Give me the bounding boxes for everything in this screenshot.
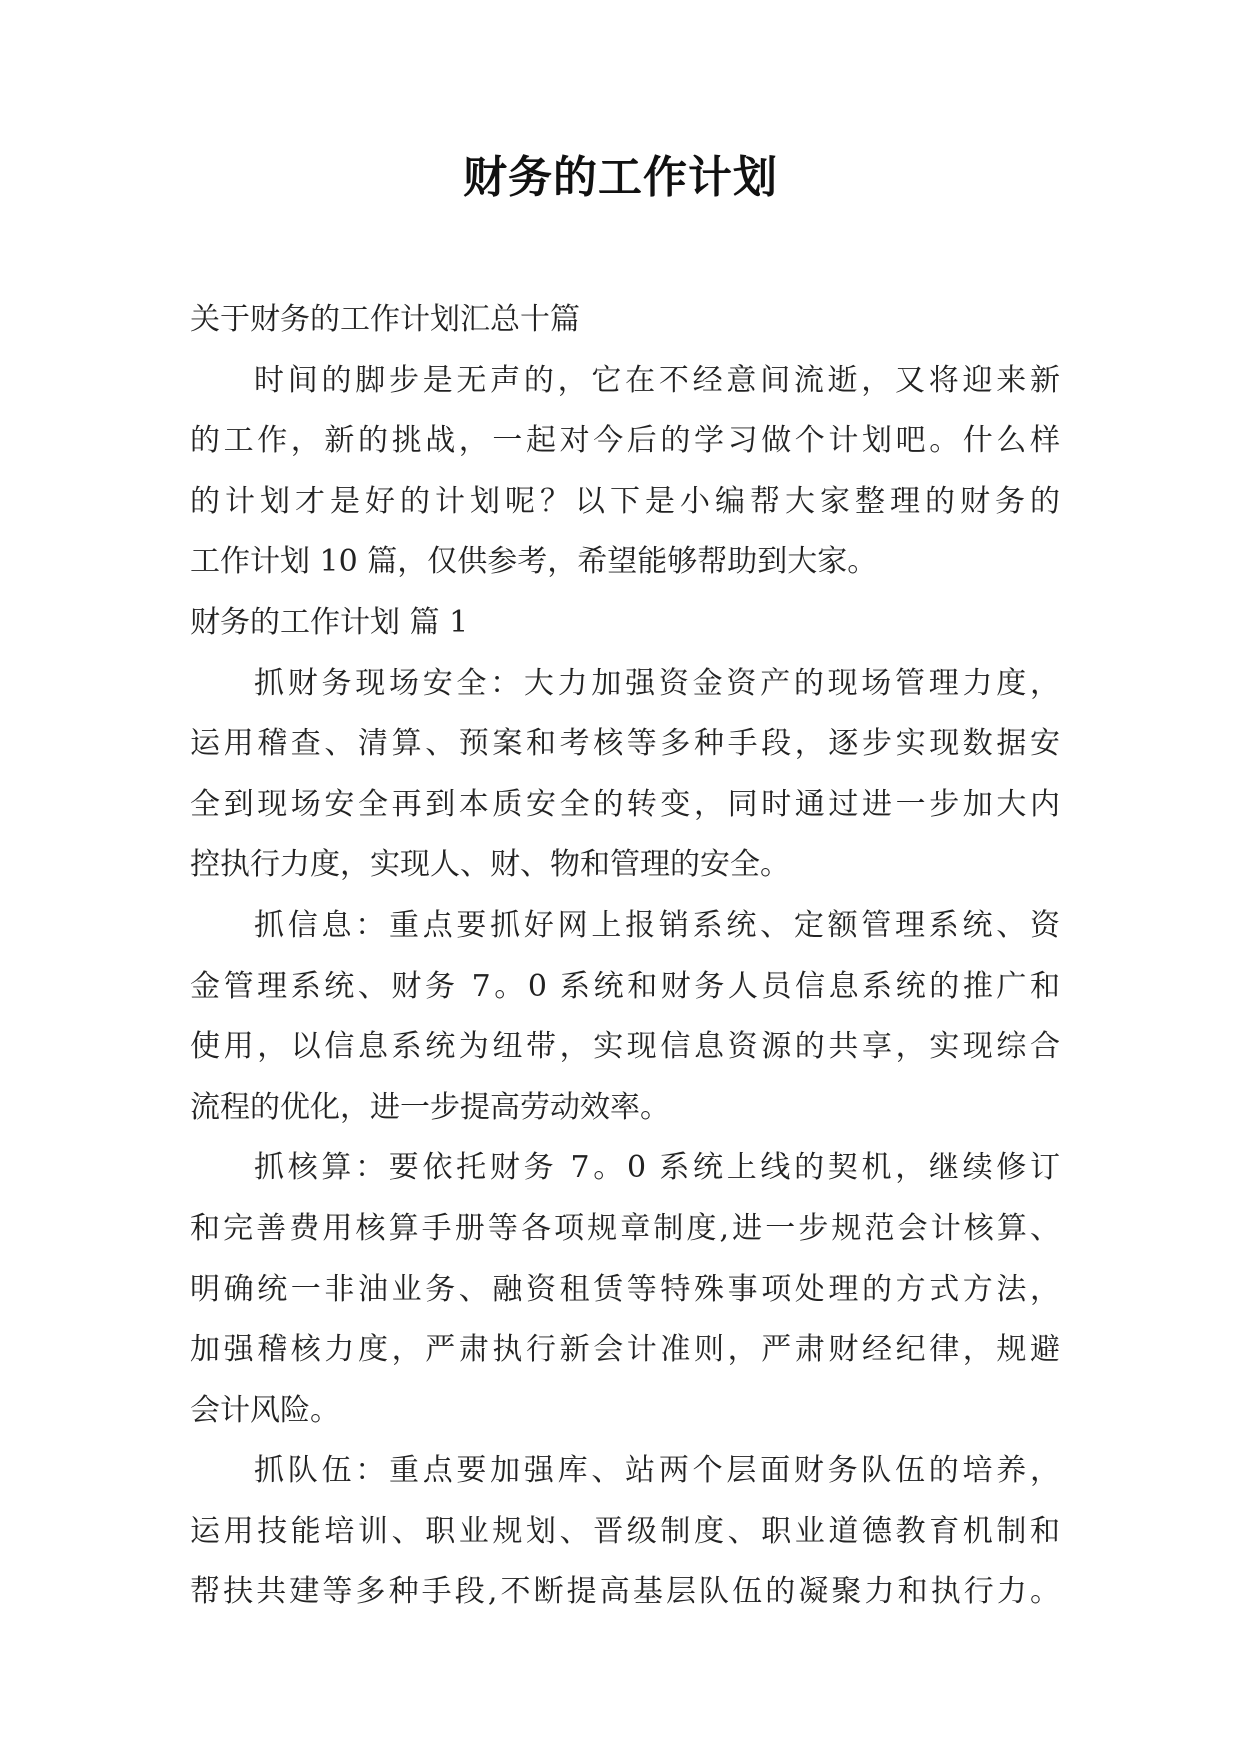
text-line: 帮扶共建等多种手段,不断提高基层队伍的凝聚力和执行力。 xyxy=(190,1574,1060,1610)
text-line: 全到现场安全再到本质安全的转变，同时通过进一步加大内 xyxy=(190,786,1060,822)
text-line: 工作计划 10 篇，仅供参考，希望能够帮助到大家。 xyxy=(190,544,878,580)
text-line: 的计划才是好的计划呢？以下是小编帮大家整理的财务的 xyxy=(190,483,1060,519)
text-line: 关于财务的工作计划汇总十篇 xyxy=(190,302,580,337)
text-line: 时间的脚步是无声的，它在不经意间流逝，又将迎来新 xyxy=(254,362,1060,398)
text-line: 抓队伍：重点要加强库、站两个层面财务队伍的培养， xyxy=(254,1453,1060,1489)
text-line: 财务的工作计划 篇 1 xyxy=(190,604,469,640)
text-line: 抓信息：重点要抓好网上报销系统、定额管理系统、资 xyxy=(254,907,1060,943)
document-body xyxy=(190,290,1060,1623)
document-title: 财务的工作计划 xyxy=(463,152,778,203)
text-line: 和完善费用核算手册等各项规章制度,进一步规范会计核算、 xyxy=(190,1210,1060,1246)
text-line: 加强稽核力度，严肃执行新会计准则，严肃财经纪律，规避 xyxy=(190,1332,1060,1368)
text-line: 流程的优化，进一步提高劳动效率。 xyxy=(190,1089,670,1125)
text-line: 抓财务现场安全：大力加强资金资产的现场管理力度， xyxy=(254,665,1060,701)
text-line: 的工作，新的挑战，一起对今后的学习做个计划吧。什么样 xyxy=(190,423,1060,459)
text-line: 金管理系统、财务 7。0 系统和财务人员信息系统的推广和 xyxy=(190,968,1060,1004)
text-line: 使用，以信息系统为纽带，实现信息资源的共享，实现综合 xyxy=(190,1029,1060,1065)
text-line: 会计风险。 xyxy=(190,1392,340,1428)
text-line: 控执行力度，实现人、财、物和管理的安全。 xyxy=(190,847,790,883)
text-line: 抓核算：要依托财务 7。0 系统上线的契机，继续修订 xyxy=(254,1150,1060,1186)
text-line: 明确统一非油业务、融资租赁等特殊事项处理的方式方法， xyxy=(190,1271,1060,1307)
text-line: 运用稽查、清算、预案和考核等多种手段，逐步实现数据安 xyxy=(190,726,1060,762)
text-line: 运用技能培训、职业规划、晋级制度、职业道德教育机制和 xyxy=(190,1513,1060,1549)
